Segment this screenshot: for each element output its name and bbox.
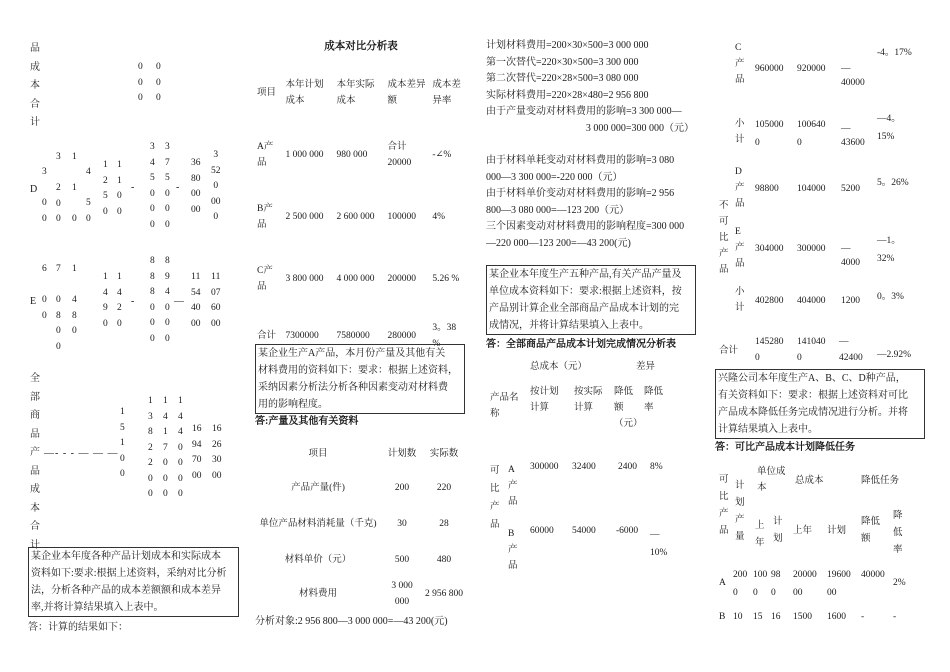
- header-actual: 本年实际成本: [336, 80, 375, 106]
- comparable-label: 可 比 产 品: [490, 466, 500, 530]
- table-row: D产品 98800 104000 5200 5。26%: [735, 167, 909, 209]
- table-row: E产品 304000 300000 —4000 —1。32%: [735, 227, 901, 269]
- row-e-col5: 1 4 2 0: [117, 272, 122, 329]
- question-box-3: 某企业本年度生产五种产品,有关产品产量及 单位成本资料如下：要求:根据上述资料，按 产品别计算企业全部商品产品成本计划的完 成情况，并将计算结果填入上表中。: [486, 265, 696, 335]
- table-row: 小计 402800 404000 1200 0。3%: [735, 287, 904, 313]
- total-col3: 1 4 1 7 0 0 0: [163, 396, 168, 499]
- row-e-label: E: [30, 296, 37, 307]
- non-comparable-label: 不 可 比 产 品: [719, 201, 729, 275]
- top-row-digits-2: 0 0 0: [156, 62, 161, 103]
- row-d-label: D: [30, 184, 38, 195]
- row-e-col6: 8 8 8 0 0 0: [150, 256, 155, 344]
- table-row: 小计 1050000 1006400 —43600 —4。15%: [735, 114, 901, 148]
- column-2: [255, 0, 467, 672]
- row-d-col6: 1 1 0 0: [117, 160, 122, 217]
- row-d-col7: 3 4 5 0 0 0: [150, 142, 155, 230]
- table-row: A产品 1 000 000 980 000 合计 20000 -∠%: [257, 142, 452, 168]
- table-row: B产品 2 500 000 2 600 000 100000 4%: [257, 204, 445, 230]
- top-row-digits: 0 0 0: [138, 62, 143, 103]
- row-d-col5: 1 2 5 0: [103, 160, 108, 217]
- row-d-col3: 1 1 0: [72, 152, 77, 224]
- row-e-col7: 8 9 4 0 0 0: [165, 256, 170, 344]
- table-row: B 10 15 16 1500 1600 - -: [719, 612, 897, 622]
- table-row: 产品产量(件) 200 220: [291, 483, 452, 493]
- total-row: 合计 1452800 1410400 —42400 —2.92%: [719, 337, 912, 363]
- top-row-label: 品 成 本 合 计: [30, 43, 40, 128]
- total-col5: 16 94 70 00: [192, 424, 202, 481]
- header-item: 项目: [257, 88, 277, 98]
- table-row: C产品 960000 920000 —40000 -4。17%: [735, 43, 912, 88]
- analysis-object: 分析对象:2 956 800—3 000 000=—43 200(元): [255, 616, 448, 627]
- question-box-2: 某企业生产A产品，本月份产量及其他有关 材料费用的资料如下：要求：根据上述资料， 采纳因素分析法分析各种因素变动对材料费 用的影响程度。: [255, 344, 465, 414]
- question-box-4: 兴隆公司本年度生产A、B、C、D种产品， 有关资料如下：要求：根据上述资料对可比 产品成本降低任务完成情况进行分析。并将 计算结果填入上表中。: [715, 369, 925, 439]
- total-dashes: —- - - — — —: [44, 448, 119, 459]
- question-box-1: 某企业本年度各种产品计划成本和实际成本 资料如下:要求:根据上述资料，采纳对比分析 法，分析各种产品的成本差额额和成本差异 率,并将计算结果填入上表中。: [28, 547, 239, 617]
- row-e-col3: 1 4 8 0: [72, 264, 77, 336]
- row-d-col9: 36 80 00 00: [191, 158, 201, 215]
- material-table: 项目 计划数 实际数 产品产量(件) 200 220 单位产品材料消耗量（千克) 30 28 材料单价（元） 500 480 材料费用 3 000 000 2 956 800: [255, 436, 465, 612]
- total-col6: 16 26 30 00: [212, 424, 222, 481]
- row-e-dash-1: -: [131, 296, 135, 307]
- table-row: C产品 3 800 000 4 000 000 200000 5.26 %: [257, 266, 460, 292]
- answer-4-title: 答：可比产品成本计划降低任务: [715, 442, 855, 453]
- header-diff: 成本差异额: [387, 80, 426, 106]
- answer-1: 答：计算的结果如下：: [28, 622, 128, 633]
- answer-2-title: 答:产量及其他有关资料: [255, 416, 359, 427]
- row-d-col8: 3 7 5 0 0 0: [165, 142, 170, 230]
- calc-lines: 计划材料费用=200×30×500=3 000 000 第一次替代=220×30×500=3 300 000 第二次替代=220×28×500=3 080 000 实际材料费用=220×28×480=2 956 800 由于产量变动对材料费用的影响=3 300 000— 3 000 000=300 000（元） 由于材料单耗变动对材料费用的影响=3 080 000—3 300 000=-220 000（元） 由于材料单价变动对材料费用的影响=2 956 800—3 080 000=—123 200（元） 三个因素变动对材料费用的影响程度=300 000 —220 000—123 200=—43 200(元): [486, 40, 694, 249]
- table-row: 材料单价（元） 500 480: [284, 555, 452, 565]
- table-row: 材料费用 3 000 000 2 956 800: [299, 581, 463, 607]
- cost-compare-table: [255, 62, 465, 362]
- row-e-col1: 6 0 0: [42, 264, 47, 321]
- column-3: 计划材料费用=200×30×500=3 000 000 第一次替代=220×30×500=3 300 000 第二次替代=220×28×500=3 080 000 实际材料费用=220×28×480=2 956 800 由于产量变动对材料费用的影响=3 300 000— 3 000 000=300 000（元） 由于材料单耗变动对材料费用的影响=3 080 000—3 300 000=-220 000（元） 由于材料单价变动对材料费用的影响=2 956 800—3 080 000=—123 200（元） 三个因素变动对材料费用的影响程度=300 000 —220 000—123 200=—43 200(元) 某企业本年度生产五种产品,有关产品产量及 单位成本资料如下：要求:根据上述资料，按 产品别计算企业全部商品产品成本计划的完 成情况，并将计算结果填入上表中。 答：全部商品产品成本计划完成情况分析表 总成本（元） 差异 产品名称 按计划计算 按实际计算 降低额（元） 降低率 可 比 产 品 A产品 300000 32400 2400 8% B产品 60000 54000 -6000 —10%: [486, 0, 702, 672]
- column-4: 不 可 比 产 品 C产品 960000 920000 —40000 -4。17% 小计 1050000 1006400 —43600 —4。15% D产品 98800 104000 5200 5。26% E产品 304000 300000 —4000 —1。32% 小计 402800 404000 1200 0。3% 合计 1452800 1410400 —42400 —2.92% 兴隆公司本年度生产A、B、C、D种产品， 有关资料如下：要求：根据上述资料对可比 产品成本降低任务完成情况进行分析。并将 计算结果填入上表中。 答：可比产品成本计划降低任务 可比产品 计划产量 单位成本 上年 计划 总成本 上年 计划 降低任务 降低额 降低率 A 2000 1000 980 2000000 1960000 40000 2% B 10 15 16 1500 1600 - -: [715, 0, 925, 672]
- row-e-col2: 7 0 8 0 0: [56, 264, 61, 352]
- row-d-dash-1: -: [131, 182, 135, 193]
- row-d-dash-2: -: [176, 182, 180, 193]
- total-col1: 1 5 1 0 0: [120, 407, 125, 479]
- column-1: [28, 0, 243, 672]
- table-row: A 2000 1000 980 2000000 1960000 40000 2%: [719, 570, 906, 598]
- table-row: 单位产品材料消耗量（千克) 30 28: [259, 519, 449, 529]
- row-d-col1: 3 0 0: [42, 167, 47, 224]
- row-d-col10: 3 52 0 00 0: [211, 150, 221, 222]
- row-d-col4: 4 5 0: [86, 167, 91, 224]
- cost-compare-title: 成本对比分析表: [324, 41, 398, 52]
- header-rate: 成本差异率: [432, 80, 461, 106]
- row-e-dash-2: —: [174, 296, 184, 307]
- table-row: 合计 7300000 7580000 280000 3。38 %: [257, 323, 457, 349]
- answer-3-title: 答：全部商品产品成本计划完成情况分析表: [486, 339, 676, 350]
- row-e-col8: 11 54 40 00: [191, 272, 201, 329]
- total-label: 全 部 商 品 产 品 成 本 合 计: [30, 373, 40, 551]
- header-plan: 本年计划成本: [285, 80, 324, 106]
- total-col2: 1 3 8 2 2 0 0: [148, 396, 153, 499]
- total-col4: 1 4 4 0 0 0 0: [178, 396, 183, 499]
- row-e-col4: 1 4 9 0: [103, 272, 108, 329]
- row-d-col2: 3 2 0 0: [56, 152, 61, 224]
- row-e-col9: 11 07 60 00: [211, 272, 221, 329]
